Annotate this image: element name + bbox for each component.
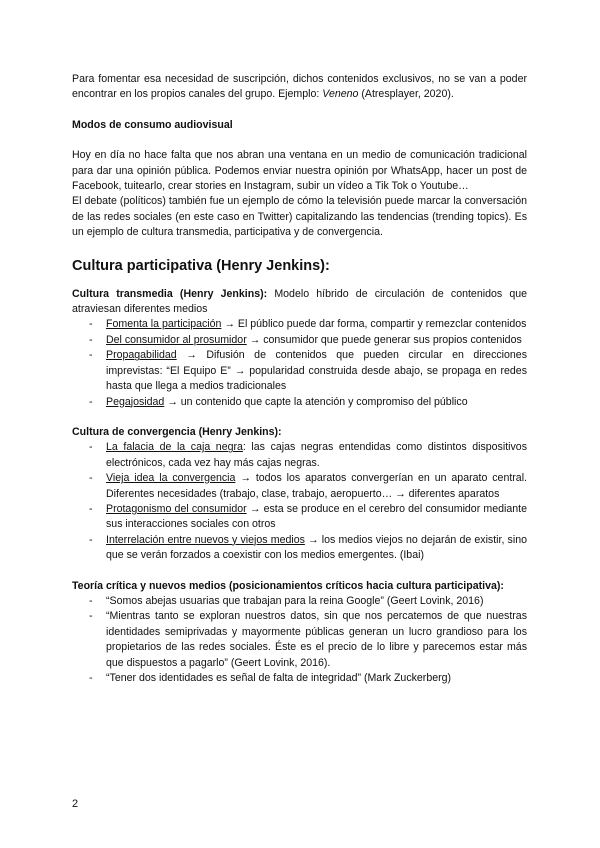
- convergencia-list: [72, 440, 527, 563]
- list-item-text: → El público puede dar forma, compartir y remezclar contenidos: [221, 318, 527, 331]
- list-item: [72, 471, 527, 502]
- teoria-heading: Teoría crítica y nuevos medios (posicionamientos críticos hacia cultura participativa):: [72, 579, 504, 592]
- teoria-list: [72, 594, 527, 686]
- list-item-term: Pegajosidad: [106, 395, 165, 408]
- modos-paragraph-1: Hoy en día no hace falta que nos abran una ventana en un medio de comunicación tradicional para dar una opinión pública. Podemos enviar nuestra opinión por WhatsApp, hacer un post de Facebook, tuitearlo, crear stories en Instagram, subir un vídeo a Tik Tok o Youtube…: [72, 149, 527, 193]
- list-item: [72, 440, 527, 471]
- list-item-text: → los medios viejos no dejarán de existir, sino que se verán forzados a coexistir con los medios emergentes. (Ibai): [106, 533, 527, 562]
- modos-paragraph-2: El debate (políticos) también fue un ejemplo de cómo la televisión puede marcar la conversación de las redes sociales (en este caso en Twitter) capitalizando las tendencias (trending topics). Es un ejemplo de cultura transmedia, participativa y de convergencia.: [72, 195, 527, 239]
- transmedia-list: [72, 317, 527, 409]
- list-item-term: Fomenta la participación: [106, 318, 222, 331]
- intro-text: Para fomentar esa necesidad de suscripción, dichos contenidos exclusivos, no se van a poder encontrar en los propios canales del grupo. Ejemplo:: [72, 73, 527, 101]
- list-item-text: → un contenido que capte la atención y compromiso del público: [164, 395, 468, 408]
- list-item: [72, 395, 527, 410]
- list-item: - “Tener dos identidades es señal de falta de integridad” (Mark Zuckerberg): [72, 671, 527, 686]
- transmedia-description: Modelo híbrido de circulación de contenidos que atraviesan diferentes medios: [72, 287, 527, 316]
- modos-heading: Modos de consumo audiovisual: [72, 118, 233, 131]
- intro-citation: (Atresplayer, 2020).: [358, 88, 454, 101]
- page-content: [72, 72, 527, 686]
- list-item: [72, 348, 527, 394]
- convergencia-heading: Cultura de convergencia (Henry Jenkins):: [72, 425, 282, 438]
- intro-paragraph: [72, 72, 527, 103]
- list-item-text: → consumidor que puede generar sus propios contenidos: [246, 333, 522, 346]
- list-item: - “Mientras tanto se exploran nuestros datos, sin que nos percatemos de que nuestras identidades semiprivadas y mayormente públicas generan un lucro grandioso para los propietarios de las redes sociales. Éste es el precio de lo libre y parecemos estar más que dispuestos a pagarlo” (Geert Lovink, 2016).: [72, 609, 527, 671]
- page-number: 2: [72, 798, 79, 810]
- list-item-term: Protagonismo del consumidor: [106, 502, 247, 515]
- transmedia-heading: Cultura transmedia (Henry Jenkins):: [72, 287, 268, 300]
- list-item-term: Del consumidor al prosumidor: [106, 333, 247, 346]
- list-item: [72, 502, 527, 533]
- list-item-term: Interrelación entre nuevos y viejos medios: [106, 533, 305, 546]
- list-item-text: : las cajas negras entendidas como distintos dispositivos electrónicos, cada vez hay más cajas negras.: [106, 441, 527, 469]
- list-item: [72, 533, 527, 564]
- list-item: - “Somos abejas usuarias que trabajan para la reina Google” (Geert Lovink, 2016): [72, 594, 527, 609]
- list-item-text: → Difusión de contenidos que pueden circular en direcciones imprevistas: “El Equipo E” → popularidad construida desde abajo, se propaga en redes hasta que llega a medios tradicionales: [106, 349, 527, 393]
- list-item-text: → todos los aparatos convergerían en un aparato central. Diferentes necesidades (trabajo, clase, trabajo, aeropuerto… → diferentes aparatos: [106, 472, 527, 500]
- transmedia-definition: [72, 287, 527, 318]
- participativa-heading: Cultura participativa (Henry Jenkins):: [72, 257, 330, 274]
- list-item-term: Propagabilidad: [106, 349, 177, 362]
- list-item-term: La falacia de la caja negra: [106, 441, 243, 454]
- example-title: Veneno: [322, 88, 359, 101]
- list-item: [72, 317, 527, 332]
- list-item: [72, 333, 527, 348]
- list-item-text: → esta se produce en el cerebro del consumidor mediante sus interacciones sociales con otros: [106, 502, 527, 531]
- list-item-term: Vieja idea la convergencia: [106, 472, 236, 485]
